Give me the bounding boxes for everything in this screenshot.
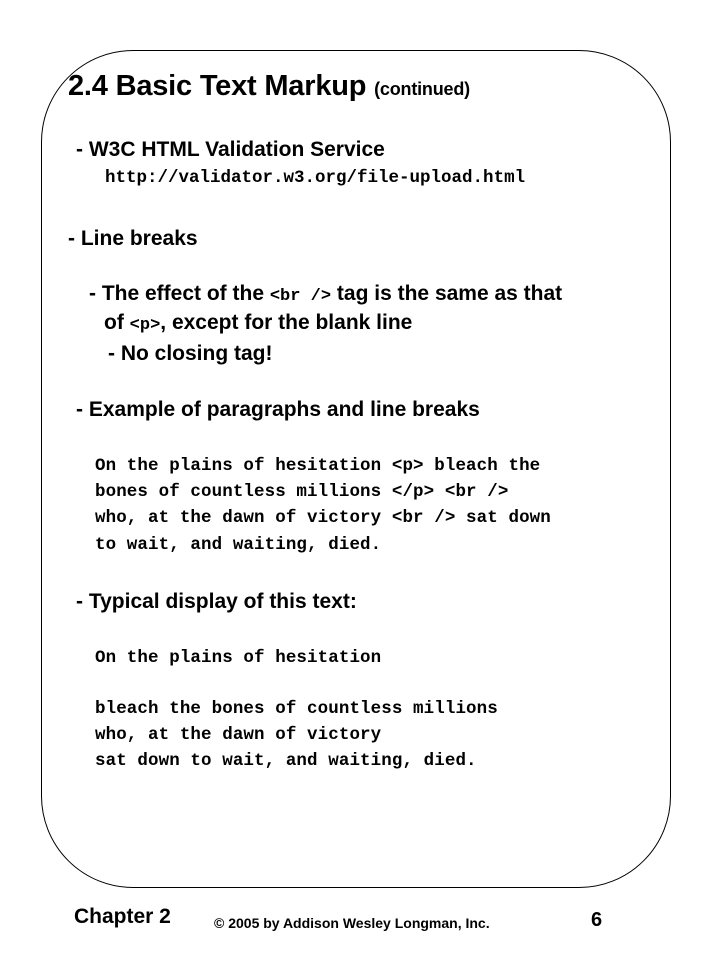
example-code-line: bones of countless millions </p> <br /> <box>95 482 509 502</box>
effect-line <box>89 282 562 306</box>
footer-copyright: © 2005 by Addison Wesley Longman, Inc. <box>214 915 490 931</box>
effect-prefix: - The effect of the <box>89 282 265 305</box>
validator-label: - W3C HTML Validation Service <box>76 138 385 161</box>
of-line <box>104 311 412 335</box>
of-prefix: of <box>104 311 124 334</box>
display-line: sat down to wait, and waiting, died. <box>95 751 477 771</box>
slide-title-main: 2.4 Basic Text Markup <box>68 70 367 102</box>
no-closing-tag: - No closing tag! <box>108 342 273 365</box>
validator-url: http://validator.w3.org/file-upload.html <box>105 168 526 188</box>
slide-title-sub: (continued) <box>374 79 470 99</box>
display-line: who, at the dawn of victory <box>95 725 382 745</box>
example-code-line: who, at the dawn of victory <br /> sat down <box>95 508 551 528</box>
display-heading: - Typical display of this text: <box>76 590 357 613</box>
p-tag-inline: <p> <box>129 316 161 335</box>
br-tag-inline: <br /> <box>269 287 332 306</box>
example-heading: - Example of paragraphs and line breaks <box>76 398 480 421</box>
display-line: On the plains of hesitation <box>95 648 382 668</box>
line-breaks-heading: - Line breaks <box>68 227 198 250</box>
display-line: bleach the bones of countless millions <box>95 699 498 719</box>
page-number: 6 <box>591 909 603 931</box>
effect-suffix: tag is the same as that <box>336 282 563 305</box>
example-code-line: On the plains of hesitation <p> bleach the <box>95 456 541 476</box>
example-code-line: to wait, and waiting, died. <box>95 535 382 555</box>
footer-chapter: Chapter 2 <box>74 905 171 928</box>
of-suffix: , except for the blank line <box>160 311 413 334</box>
slide-title <box>68 70 470 103</box>
